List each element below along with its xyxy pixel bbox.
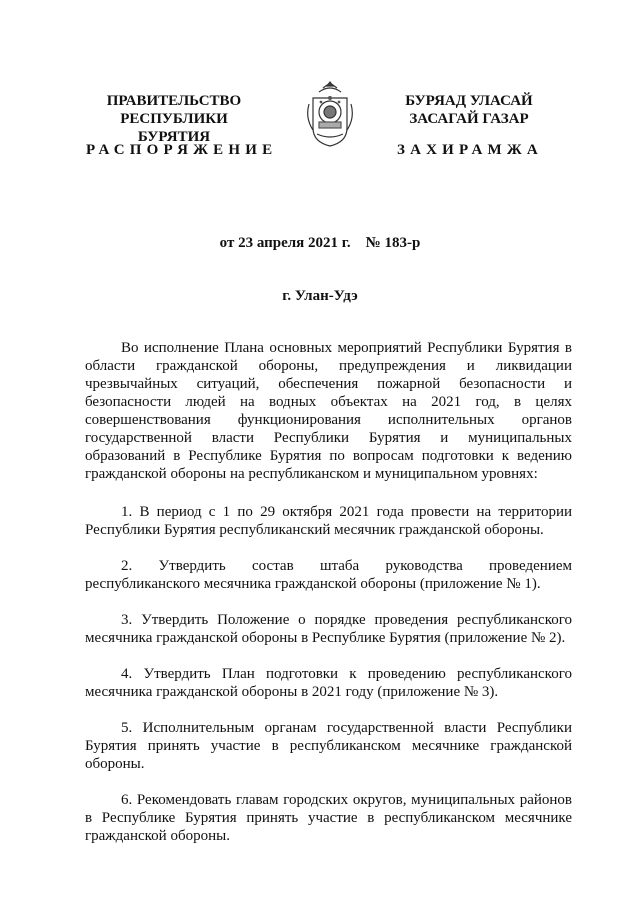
clause-1: 1. В период с 1 по 29 октября 2021 года провести на территории Республики Бурятия республиканский месячник гражданской обороны. (85, 504, 572, 538)
government-title-russian: ПРАВИТЕЛЬСТВО РЕСПУБЛИКИ БУРЯТИЯ (106, 93, 242, 145)
order-type-russian: РАСПОРЯЖЕНИЕ (86, 142, 278, 158)
clause-4: 4. Утвердить План подготовки к проведению республиканского месячника гражданской обороны в 2021 году (приложение № 3). (85, 666, 572, 700)
order-type-buryat: ЗАХИРАМЖА (397, 142, 543, 158)
coat-of-arms-icon (299, 78, 361, 150)
clause-5: 5. Исполнительным органам государственной власти Республики Бурятия принять участие в республиканском месячнике гражданской обороны. (85, 720, 572, 772)
clause-6: 6. Рекомендовать главам городских округов, муниципальных районов в Республике Бурятия принять участие в республиканском месячнике гражданской обороны. (85, 792, 572, 844)
clause-2: 2. Утвердить состав штаба руководства проведением республиканского месячника гражданской обороны (приложение № 1). (85, 558, 572, 592)
preamble-paragraph: Во исполнение Плана основных мероприятий Республики Бурятия в области гражданской обороны, предупреждения и ликвидации чрезвычайных ситуаций, обеспечения пожарной безопасности и безопасности людей на водных объектах на 2021 год, в целях совершенствования функционирования исполнительных органов государственной власти Республики Бурятия и муниципальных образований в Республике Бурятия по вопросам подготовки к ведению гражданской обороны на республиканском и муниципальном уровнях: (85, 340, 572, 482)
government-title-buryat: БУРЯАД УЛАСАЙ ЗАСАГАЙ ГАЗАР (405, 93, 533, 127)
document-city: г. Улан-Удэ (282, 288, 358, 304)
clause-3: 3. Утвердить Положение о порядке проведения республиканского месячника гражданской обороны в Республике Бурятия (приложение № 2). (85, 612, 572, 646)
document-date-number: от 23 апреля 2021 г. № 183-р (219, 235, 421, 251)
document-body (85, 339, 572, 863)
